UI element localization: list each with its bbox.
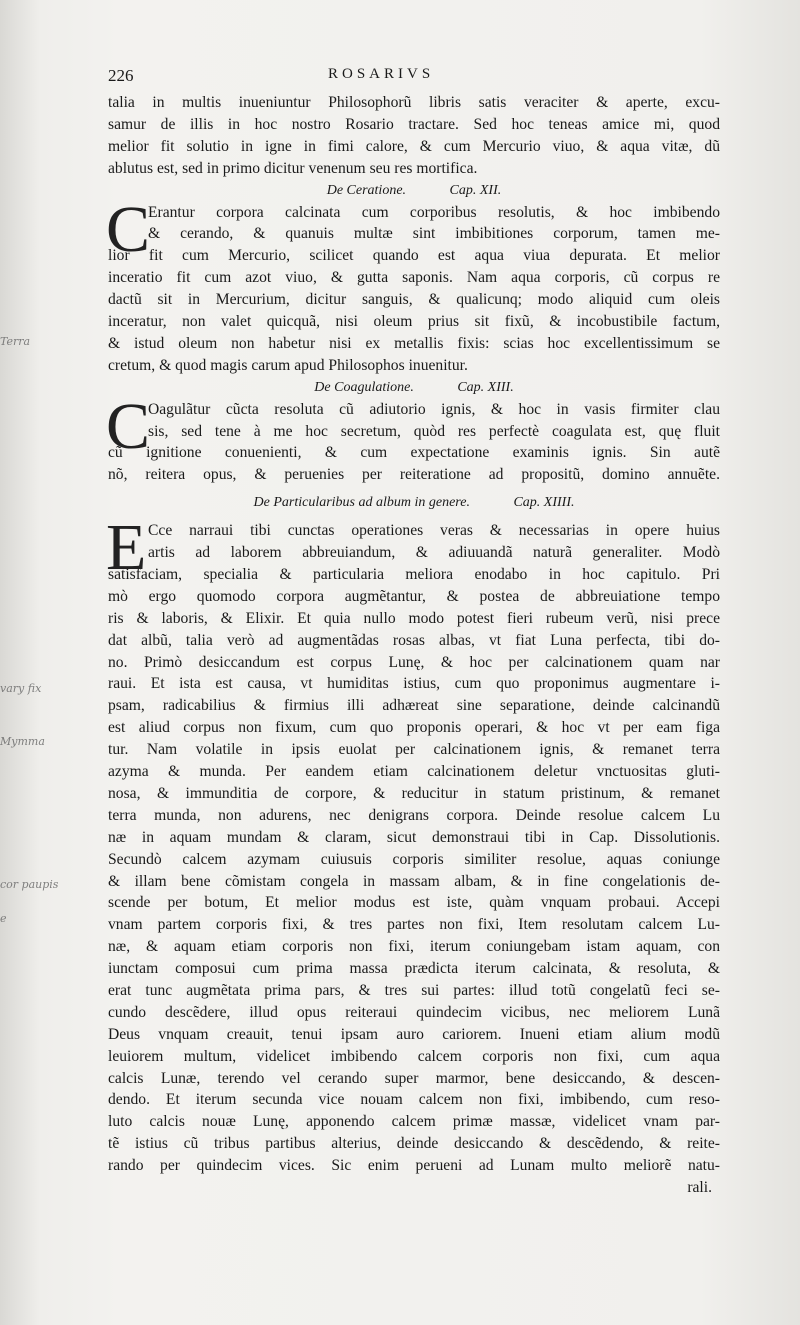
- drop-cap: C: [106, 389, 151, 463]
- margin-note: Mymma: [0, 735, 45, 748]
- text-line: Secundò calcem azymam cuiusuis corporis similiter resolue, aquas coniunge: [108, 850, 720, 868]
- text-line: Erantur corpora calcinata cum corporibus resolutis, & hoc imbibendo: [148, 203, 720, 221]
- chapter-paragraph: [106, 511, 720, 1199]
- text-line: & istud oleum non habetur nisi ex metallis fixis: scias hoc excellentissimum se: [108, 334, 720, 352]
- chapter-title: De Ceratione.: [326, 182, 407, 198]
- text-line: & cerando, & quanuis multæ sint imbibitiones corporum, tamen me-: [148, 225, 720, 243]
- text-line: raui. Et ista est causa, vt humiditas istius, cum quo proponimus augmentare i-: [108, 675, 720, 693]
- text-line: dendo. Et iterum secunda vice nouam calcem non fixi, imbibendo, cum reso-: [108, 1091, 720, 1109]
- text-line: ablutus est, sed in primo dicitur venenum seu res mortifica.: [108, 159, 478, 177]
- text-line: rando per quindecim vices. Sic enim perueni ad Lunam multo meliorẽ natu-: [108, 1157, 720, 1175]
- text-line: azyma & munda. Per eandem etiam calcinationem deletur vnctuositas gluti-: [108, 763, 720, 781]
- text-line: & illam bene cõmistam congela in massam albam, & in fine congelationis de-: [108, 872, 720, 890]
- text-line: nõ, reitera opus, & peruenies per reiteratione ad propositũ, domino annuẽte.: [108, 466, 720, 484]
- drop-cap: C: [106, 192, 151, 266]
- text-block: [108, 60, 720, 1199]
- drop-cap: E: [106, 511, 147, 585]
- text-line: tur. Nam volatile in ipsis euolat per calcinationem ignis, & remanet terra: [108, 741, 720, 759]
- text-line: samur de illis in hoc nostro Rosario tractare. Sed hoc teneas amice mi, quod: [108, 115, 720, 133]
- text-line: Cce narraui tibi cunctas operationes veras & necessarias in opere huius: [148, 522, 720, 540]
- margin-note: Terra: [0, 335, 31, 348]
- margin-note: e: [0, 912, 7, 925]
- text-line: cundo descẽdere, illud opus reiteraui quindecim vicibus, nec meliorem Lunã: [108, 1003, 720, 1021]
- chapter-title: De Coagulatione.: [314, 379, 414, 395]
- page-number: 226: [108, 66, 134, 85]
- chapter-heading: [108, 492, 720, 514]
- margin-annotations: [0, 0, 80, 1325]
- text-line: lior fit cum Mercurio, scilicet quando est aqua viua depurata. Et melior: [108, 247, 720, 265]
- text-line: ris & laboris, & Elixir. Et quia nullo modo potest fieri rubeum verũ, nisi prece: [108, 609, 720, 627]
- intro-paragraph: [108, 92, 720, 180]
- chapter-heading: [108, 377, 720, 399]
- text-line: inceratur, non valet quicquã, nisi oleum prius sit fixũ, & incobustibile factum,: [108, 313, 720, 331]
- chapter-title: De Particularibus ad album in genere.: [253, 495, 470, 511]
- text-line: talia in multis inueniuntur Philosophorũ libris satis veraciter & aperte, excu-: [108, 94, 720, 111]
- chapter-number: Cap. XIII.: [457, 379, 514, 395]
- chapter-paragraph: [106, 192, 720, 377]
- text-line: iunctam composui cum prima massa prædicta iterum calcinata, & resoluta, &: [108, 960, 720, 978]
- text-line: psam, radicabilius & firmius illi adhæreat sine separatione, deinde calcinandũ: [108, 697, 720, 715]
- text-line: dat albũ, talia verò ad augmentãdas rosas albas, vt fiat Luna perfecta, tibi do-: [108, 631, 720, 649]
- text-line: Deus vnquam creauit, tenui ipsam auro cariorem. Inueni etiam alium modũ: [108, 1025, 720, 1043]
- text-line: sis, sed tene à me hoc secretum, quòd res perfectè coagulata est, quę fluit: [148, 422, 720, 440]
- running-title: ROSARIVS: [328, 66, 435, 82]
- catchword: rali.: [687, 1178, 712, 1196]
- text-line: erat tunc augmẽtata prima pars, & tres sui partes: illud totũ congelatũ feci se-: [108, 981, 720, 999]
- text-line: no. Primò desiccandum est corpus Lunę, & hoc per calcinationem quam nar: [108, 653, 720, 671]
- text-line: dactũ sit in Mercurium, dicitur sanguis, & qualicunq; modo aliquid cum oleis: [108, 291, 720, 309]
- text-line: calcis Lunæ, terendo vel cerando super marmor, bene desiccando, & descen-: [108, 1069, 720, 1087]
- text-line: satisfaciam, specialia & particularia meliora enodabo in hoc capitulo. Pri: [108, 566, 720, 584]
- text-line: inceratio fit cum azot viuo, & gutta saponis. Nam aqua corporis, cũ corpus re: [108, 269, 720, 287]
- text-line: leuiorem multum, videlicet imbibendo calcem corporis non fixi, cum aqua: [108, 1047, 720, 1065]
- chapter-number: Cap. XII.: [449, 182, 502, 198]
- text-line: mò ergo quomodo corpora augmẽtantur, & postea de abbreuiatione tempo: [108, 587, 720, 605]
- text-line: terra munda, non adurens, nec denigrans corpora. Deinde resolue calcem Lu: [108, 806, 720, 824]
- text-line: melior fit solutio in igne in fimi calore, & cum Mercurio viuo, & aqua vitæ, dũ: [108, 137, 720, 155]
- text-line: tẽ istius cũ tribus partibus alterius, deinde desiccando & descẽdendo, & reite-: [108, 1135, 720, 1153]
- margin-note: vary fix: [0, 682, 42, 695]
- text-line: artis ad laborem abbreuiandum, & adiuuandã naturã generaliter. Modò: [148, 544, 720, 562]
- text-line: scende per botum, Et melior modus est iste, quàm vnquam probaui. Accepi: [108, 894, 720, 912]
- chapter-heading: [108, 180, 720, 202]
- text-line: cũ ignitione conuenienti, & cum expectatione examinis ignis. Sin autẽ: [108, 444, 720, 462]
- text-line: nosa, & immunditia de corpore, & reducitur in statum pristinum, & remanet: [108, 784, 720, 802]
- text-line: næ, & aquam etiam corporis non fixi, iterum coniungebam istam aquam, con: [108, 938, 720, 956]
- text-line: Oagulãtur cũcta resoluta cũ adiutorio ignis, & hoc in vasis firmiter clau: [148, 400, 720, 418]
- chapter-number: Cap. XIIII.: [513, 495, 575, 511]
- text-line: cretum, & quod magis carum apud Philosophos inuenitur.: [108, 356, 468, 374]
- text-line: est aliud corpus non fixum, cum quo proponis operari, & hoc vt per eam figa: [108, 719, 720, 737]
- text-line: vnam partem corporis fixi, & tres partes non fixi, Item resolutam calcem Lu-: [108, 916, 720, 934]
- text-line: næ in aquam mundam & claram, sicut demonstraui tibi in Cap. Dissolutionis.: [108, 828, 720, 846]
- chapter-paragraph: [106, 389, 720, 487]
- page-header: [108, 60, 720, 92]
- margin-note: cor paupis: [0, 878, 59, 891]
- text-line: luto calcis nouæ Lunę, apponendo calcem primæ massæ, videlicet vnam par-: [108, 1113, 720, 1131]
